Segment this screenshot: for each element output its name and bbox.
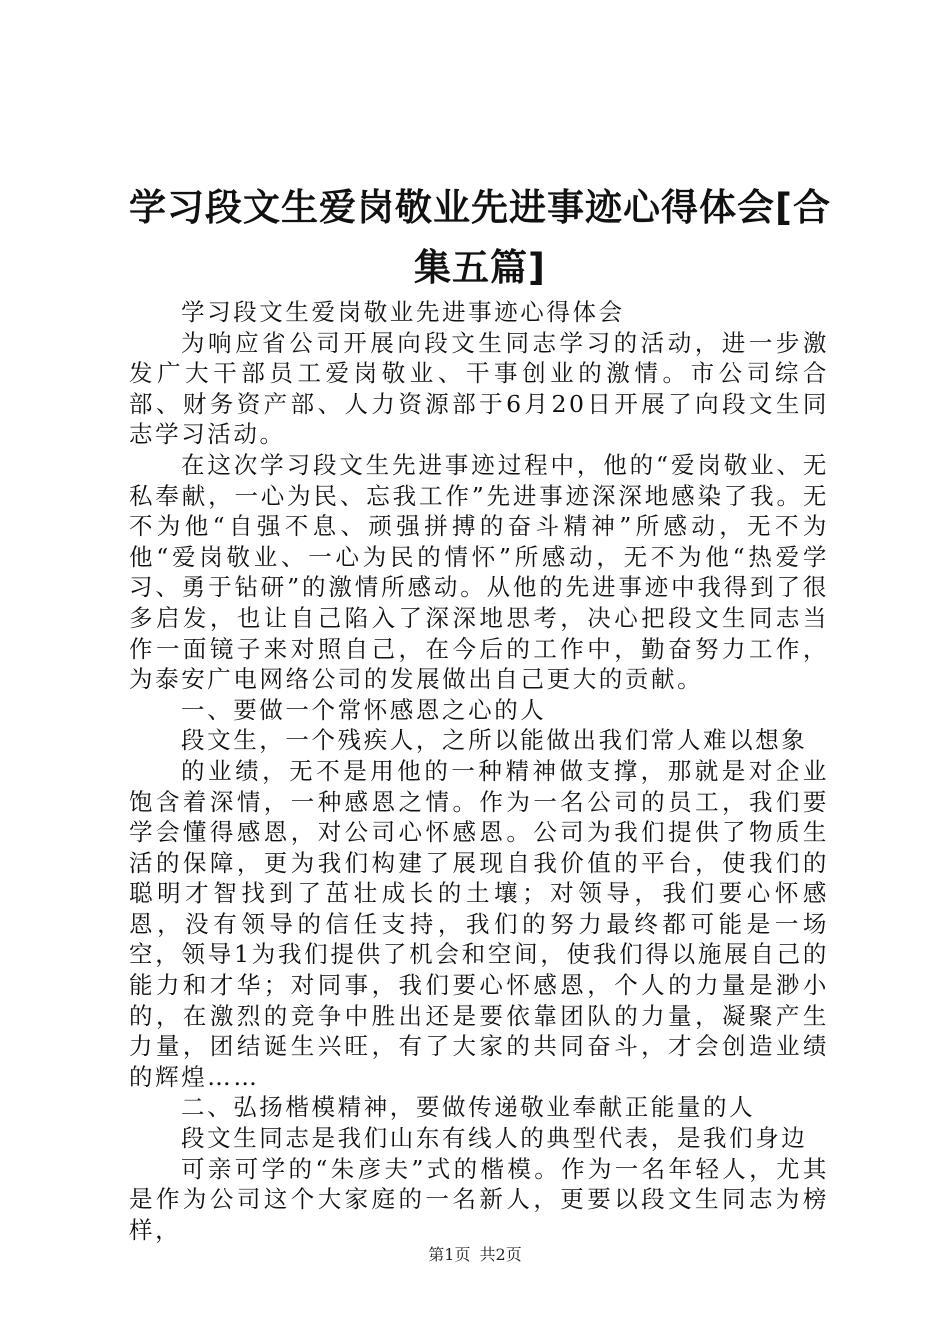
document-body xyxy=(129,297,829,1245)
page-footer xyxy=(0,1245,950,1265)
paragraph: 段文生，一个残疾人，之所以能做出我们常人难以想象 xyxy=(181,726,808,755)
section-heading: 一、要做一个常怀感恩之心的人 xyxy=(181,695,547,724)
paragraph: 段文生同志是我们山东有线人的典型代表，是我们身边 xyxy=(181,1124,808,1153)
paragraph: 在这次学习段文生先进事迹过程中，他的“爱岗敬业、无私奉献，一心为民、忘我工作”先进事迹深深地感染了我。无不为他“自强不息、顽强拼搏的奋斗精神”所感动，无不为他“爱岗敬业、一心为民的情怀”所感动，无不为他“热爱学习、勇于钻研”的激情所感动。从他的先进事迹中我得到了很多启发，也让自己陷入了深深地思考，决心把段文生同志当作一面镜子来对照自己，在今后的工作中，勤奋努力工作，为泰安广电网络公司的发展做出自己更大的贡献。 xyxy=(129,450,829,694)
document-title: 学习段文生爱岗敬业先进事迹心得体会[合集五篇] xyxy=(129,186,831,289)
page-number: 第1页 xyxy=(428,1245,471,1264)
section-heading: 二、弘扬楷模精神，要做传递敬业奉献正能量的人 xyxy=(181,1093,756,1122)
paragraph: 的业绩，无不是用他的一种精神做支撑，那就是对企业饱含着深情，一种感恩之情。作为一名公司的员工，我们要学会懂得感恩，对公司心怀感恩。公司为我们提供了物质生活的保障，更为我们构建了展现自我价值的平台，使我们的聪明才智找到了茁壮成长的土壤；对领导，我们要心怀感恩，没有领导的信任支持，我们的努力最终都可能是一场空，领导1为我们提供了机会和空间，使我们得以施展自己的能力和才华；对同事，我们要心怀感恩，个人的力量是渺小的，在激烈的竞争中胜出还是要依靠团队的力量，凝聚产生力量，团结诞生兴旺，有了大家的共同奋斗，才会创造业绩的辉煌…… xyxy=(129,756,829,1091)
paragraph: 可亲可学的“朱彦夫”式的楷模。作为一名年轻人，尤其是作为公司这个大家庭的一名新人，更要以段文生同志为榜样， xyxy=(129,1154,829,1244)
paragraph-subtitle: 学习段文生爱岗敬业先进事迹心得体会 xyxy=(181,298,625,326)
page-total: 共2页 xyxy=(479,1245,522,1264)
paragraph: 为响应省公司开展向段文生同志学习的活动，进一步激发广大干部员工爱岗敬业、干事创业的激情。市公司综合部、财务资产部、人力资源部于6月20日开展了向段文生同志学习活动。 xyxy=(129,328,829,449)
